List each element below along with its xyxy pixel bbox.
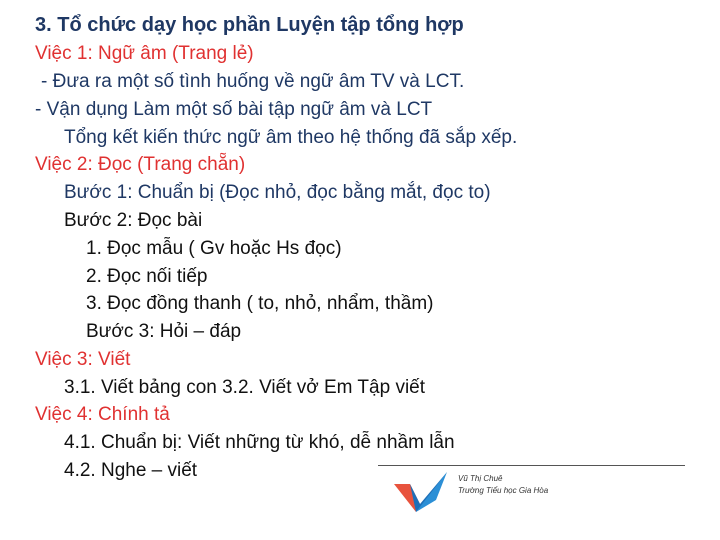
task-2-step-1: Bước 1: Chuẩn bị (Đọc nhỏ, đọc bằng mắt, đọc to) xyxy=(64,182,491,203)
task-2-substep-2: 2. Đọc nối tiếp xyxy=(86,266,208,287)
task-1-item-3: Tổng kết kiến thức ngữ âm theo hệ thống đã sắp xếp. xyxy=(64,127,518,148)
task-4-item-1: 4.1. Chuẩn bị: Viết những từ khó, dễ nhầm lẫn xyxy=(64,432,455,453)
task-1-heading: Việc 1: Ngữ âm (Trang lẻ) xyxy=(35,43,254,64)
task-4-item-2: 4.2. Nghe – viết xyxy=(64,460,198,481)
footer-divider xyxy=(378,465,685,466)
task-2-step-3: Bước 3: Hỏi – đáp xyxy=(86,321,242,342)
task-1-item-2: - Vận dụng Làm một số bài tập ngữ âm và LCT xyxy=(35,99,433,120)
credit-school: Trường Tiểu học Gia Hòa xyxy=(458,486,549,495)
task-1-item-1: - Đưa ra một số tình huống về ngữ âm TV và LCT. xyxy=(41,71,465,92)
checkmark-logo-icon xyxy=(392,470,452,520)
task-4-heading: Việc 4: Chính tả xyxy=(35,404,170,425)
credit-author: Vũ Thị Chuê xyxy=(458,474,503,483)
task-2-substep-1: 1. Đọc mẫu ( Gv hoặc Hs đọc) xyxy=(86,238,342,259)
task-3-items: 3.1. Viết bảng con 3.2. Viết vở Em Tập viết xyxy=(64,377,426,398)
task-2-substep-3: 3. Đọc đồng thanh ( to, nhỏ, nhẩm, thầm) xyxy=(86,293,434,314)
task-2-step-2: Bước 2: Đọc bài xyxy=(64,210,203,231)
slide-title: 3. Tổ chức dạy học phần Luyện tập tổng hợp xyxy=(35,14,464,36)
task-3-heading: Việc 3: Viết xyxy=(35,349,131,370)
task-2-heading: Việc 2: Đọc (Trang chẵn) xyxy=(35,154,246,175)
